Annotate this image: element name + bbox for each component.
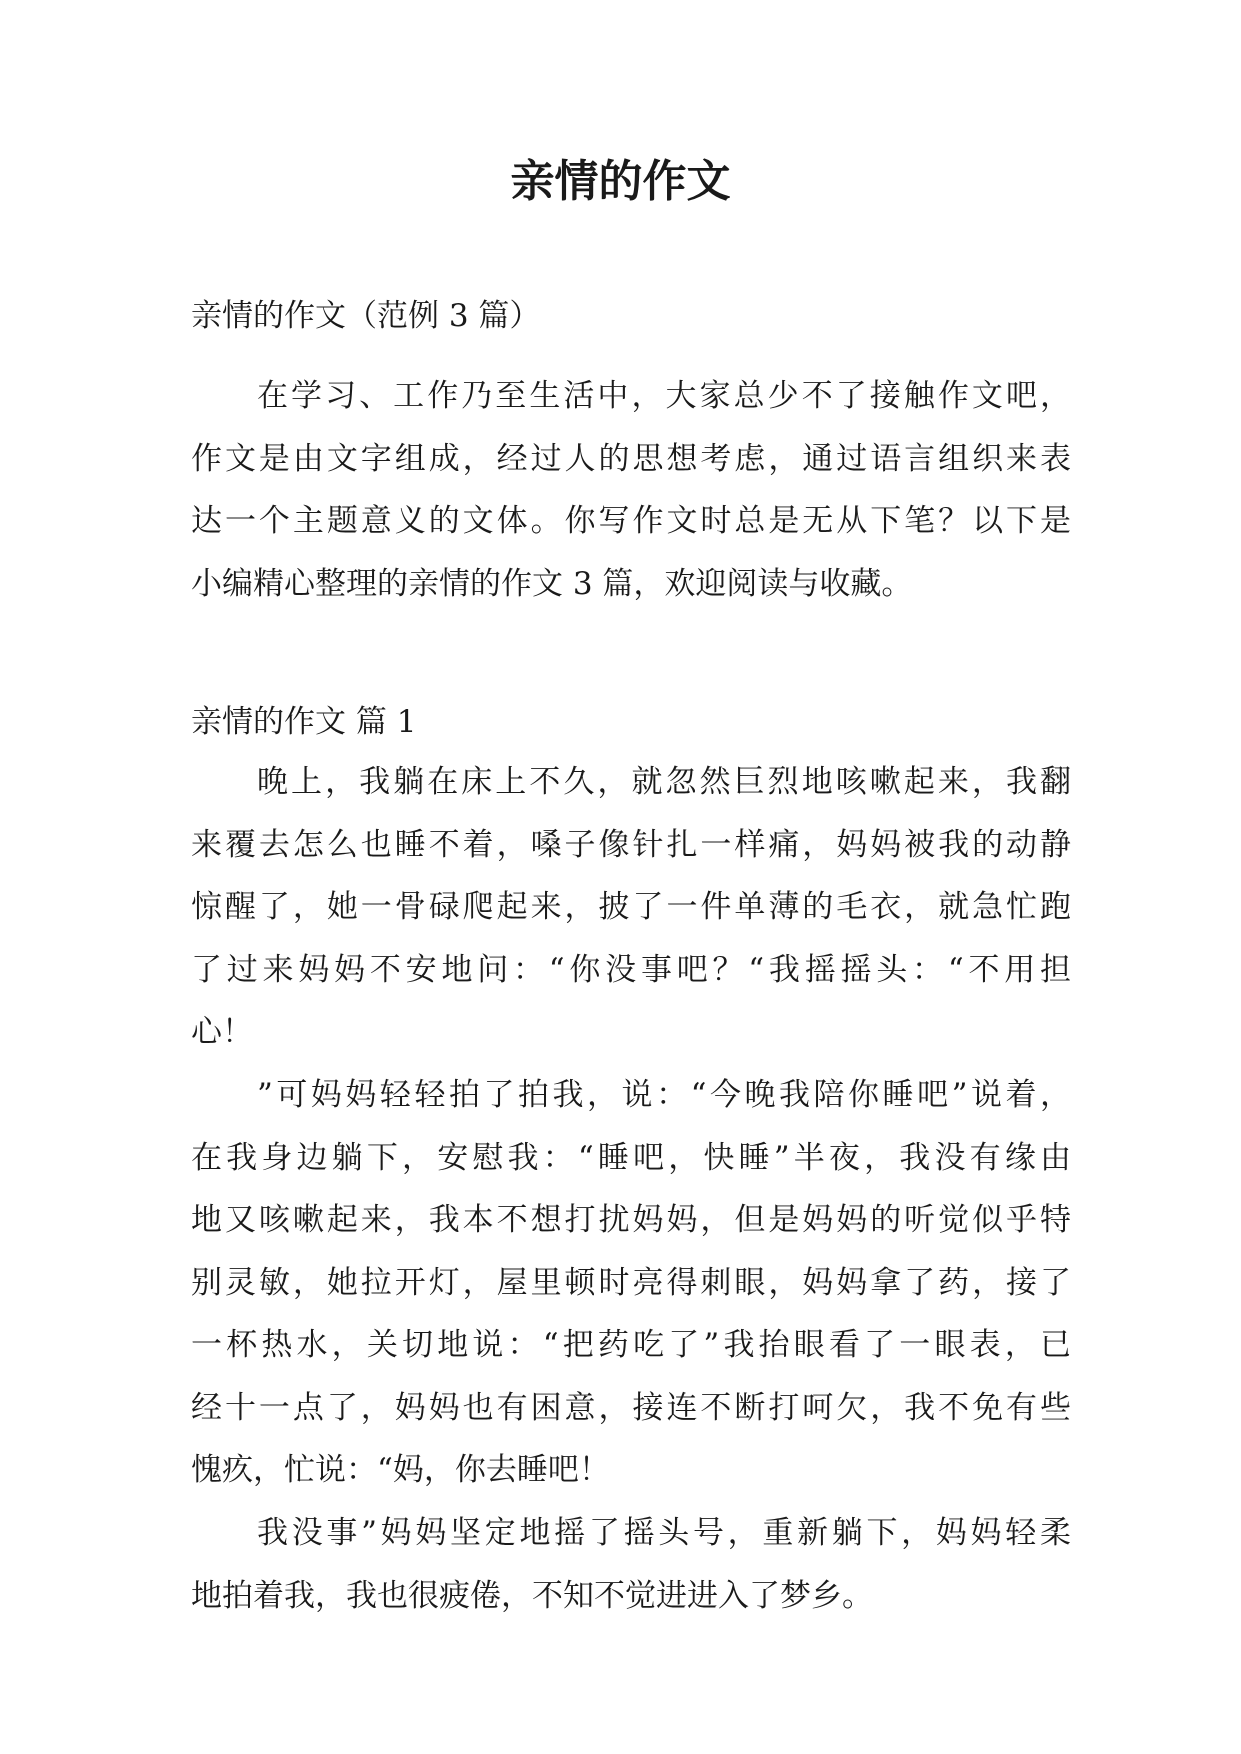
text-line: 在我身边躺下，安慰我：“睡吧，快睡”半夜，我没有缘由 (191, 1139, 1071, 1176)
body-paragraph (191, 1064, 1071, 1502)
text-line: 别灵敏，她拉开灯，屋里顿时亮得刺眼，妈妈拿了药，接了 (191, 1264, 1071, 1301)
text-line: 地又咳嗽起来，我本不想打扰妈妈，但是妈妈的听觉似乎特 (191, 1202, 1071, 1238)
text-line: 在学习、工作乃至生活中，大家总少不了接触作文吧， (257, 378, 1071, 414)
body-paragraph (191, 1502, 1071, 1627)
intro-paragraph (191, 365, 1071, 615)
document-title: 亲情的作文 (510, 156, 731, 207)
text-line: 一杯热水，关切地说：“把药吃了”我抬眼看了一眼表，已 (191, 1327, 1071, 1363)
section-heading: 亲情的作文 篇 1 (191, 704, 417, 740)
text-line: 惊醒了，她一骨碌爬起来，披了一件单薄的毛衣，就急忙跑 (191, 889, 1071, 925)
text-line: 晚上，我躺在床上不久，就忽然巨烈地咳嗽起来，我翻 (257, 764, 1071, 800)
text-line: 我没事”妈妈坚定地摇了摇头号，重新躺下，妈妈轻柔 (257, 1515, 1071, 1551)
text-line: 了过来妈妈不安地问：“你没事吧？“我摇摇头：“不用担 (191, 951, 1071, 988)
text-line: 达一个主题意义的文体。你写作文时总是无从下笔？以下是 (191, 503, 1071, 539)
text-line: 地拍着我，我也很疲倦，不知不觉进进入了梦乡。 (191, 1577, 873, 1614)
text-line: 小编精心整理的亲情的作文 3 篇，欢迎阅读与收藏。 (191, 565, 913, 602)
text-line: 作文是由文字组成，经过人的思想考虑，通过语言组织来表 (191, 440, 1071, 477)
text-line: 愧疚，忙说：“妈，你去睡吧！ (191, 1452, 610, 1488)
text-line: 来覆去怎么也睡不着，嗓子像针扎一样痛，妈妈被我的动静 (191, 826, 1071, 863)
document-subtitle: 亲情的作文（范例 3 篇） (191, 298, 541, 334)
body-paragraph (191, 751, 1071, 1064)
text-line: 经十一点了，妈妈也有困意，接连不断打呵欠，我不免有些 (191, 1389, 1071, 1426)
text-line: ”可妈妈轻轻拍了拍我，说：“今晚我陪你睡吧”说着， (257, 1077, 1071, 1113)
text-line: 心！ (191, 1014, 253, 1050)
